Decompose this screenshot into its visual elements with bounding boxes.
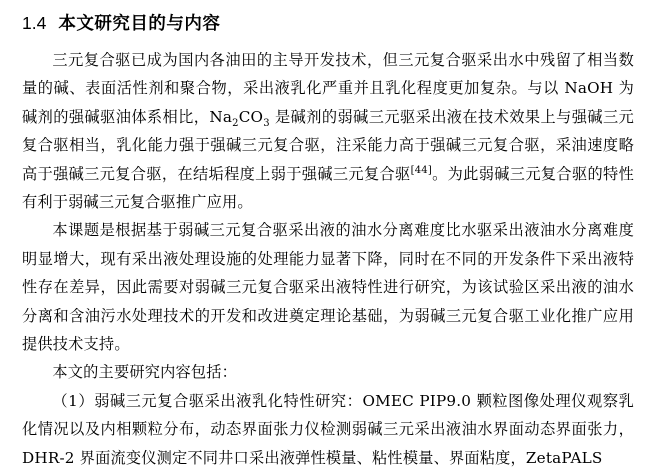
chemical-naoh: NaOH (564, 79, 614, 98)
section-heading (22, 10, 634, 36)
instrument-omec: OMEC PIP9.0 (362, 391, 472, 410)
reference-marker: [44] (410, 164, 432, 176)
section-title: 本文研究目的与内容 (58, 13, 221, 33)
paragraph-1: 三元复合驱已成为国内各油田的主导开发技术，但三元复合驱采出水中残留了相当数量的碱、表面活性剂和聚合物，采出液乳化严重并且乳化程度更加复杂。与以 NaOH 为碱剂的强碱驱油体系相比，$Na_2CO_3$ 是碱剂的弱碱三元驱采出液在技术效果上与强碱三元复合驱相当，乳化能力强于强碱三元复合驱，注采能力高于强碱三元复合驱，采油速度略高于强碱三元复合驱，在结垢程度上弱于强碱三元复合驱[44]。为此弱碱三元复合驱的特性有利于弱碱三元复合驱推广应用。 (22, 51, 635, 212)
instrument-zetapals: ZetaPALS (525, 448, 603, 467)
paragraph-4: （1）弱碱三元复合驱采出液乳化特性研究：OMEC PIP9.0 颗粒图像处理仪观察乳化情况以及内相颗粒分布，动态界面张力仪检测弱碱三元采出液油水界面动态界面张力，DHR-2 界面流变仪测定不同井口采出液弹性模量、粘性模量、界面粘度，ZetaPALS (22, 391, 634, 467)
section-number: 1.4 (22, 13, 47, 33)
instrument-dhr: DHR-2 (22, 448, 75, 467)
chemical-na2co3: $Na_2CO_3$ (209, 107, 270, 129)
paragraph-3: 本文的主要研究内容包括： (52, 363, 238, 382)
paragraph-2: 本课题是根据基于弱碱三元复合驱采出液的油水分离难度比水驱采出液油水分离难度明显增大，现有采出液处理设施的处理能力显著下降，同时在不同的开发条件下采出液特性存在差异，因此需要对弱碱三元复合驱采出液特性进行研究，为该试验区采出液的油水分离和含油污水处理技术的开发和改进奠定理论基础，为弱碱三元复合驱工业化推广应用提供技术支持。 (22, 221, 634, 354)
